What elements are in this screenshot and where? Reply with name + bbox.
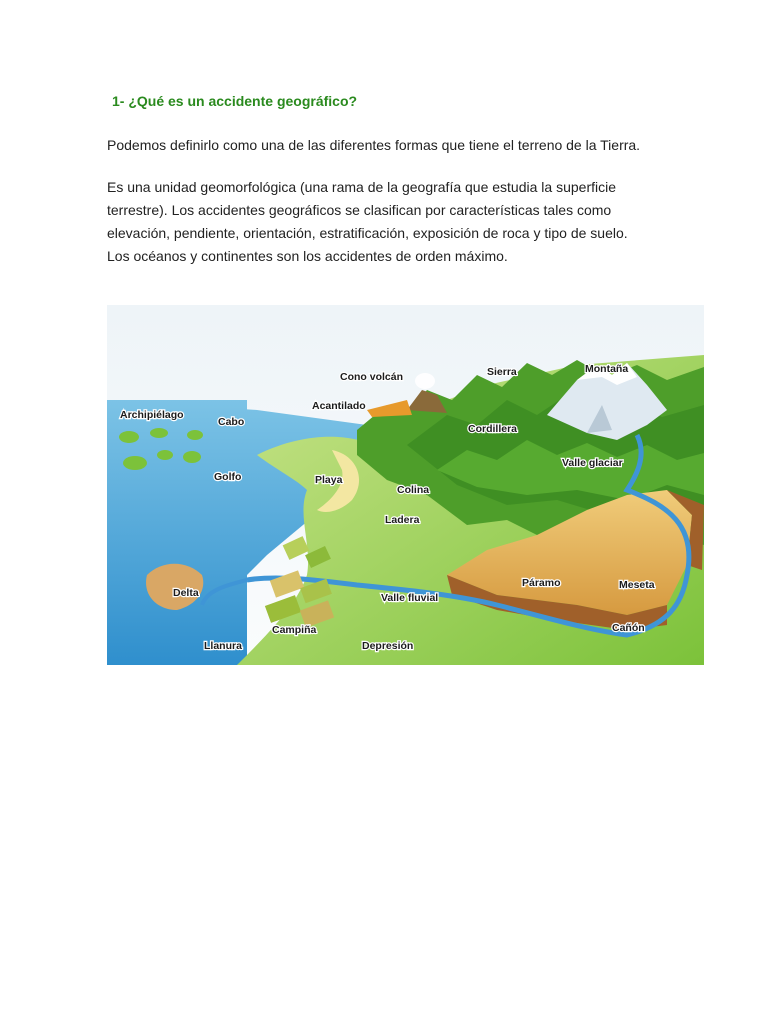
landforms-illustration: [107, 305, 704, 665]
label-canon: Cañón: [612, 622, 645, 634]
label-ladera: Ladera: [385, 514, 420, 526]
label-cordillera: Cordillera: [468, 423, 518, 435]
label-acantilado: Acantilado: [312, 400, 366, 412]
label-depresion: Depresión: [362, 640, 414, 652]
label-colina: Colina: [397, 484, 430, 496]
label-campina: Campiña: [272, 624, 317, 636]
label-playa: Playa: [315, 474, 343, 486]
label-sierra: Sierra: [487, 366, 517, 378]
label-montana: Montaña: [585, 363, 629, 375]
label-paramo: Páramo: [522, 577, 561, 589]
definition-paragraph: Podemos definirlo como una de las diferentes formas que tiene el terreno de la Tierra.: [107, 137, 641, 153]
label-cono-volcan: Cono volcán: [340, 371, 404, 383]
label-delta: Delta: [173, 587, 199, 599]
label-meseta: Meseta: [619, 579, 655, 591]
label-llanura: Llanura: [204, 640, 242, 652]
label-cabo: Cabo: [218, 416, 245, 428]
label-valle-fluvial: Valle fluvial: [381, 592, 439, 604]
section-heading: 1- ¿Qué es un accidente geográfico?: [112, 93, 358, 109]
description-paragraph: Es una unidad geomorfológica (una rama de la geografía que estudia la superficie terrestre). Los accidentes geográficos se clasifican por características tales como elevación, pendiente, orientación, estratificación, exposición de roca y tipo de suelo. Los océanos y continentes son los accidentes de orden máximo.: [107, 179, 628, 264]
label-valle-glaciar: Valle glaciar: [562, 457, 623, 469]
label-golfo: Golfo: [214, 471, 242, 483]
label-archipielago: Archipiélago: [120, 409, 184, 421]
